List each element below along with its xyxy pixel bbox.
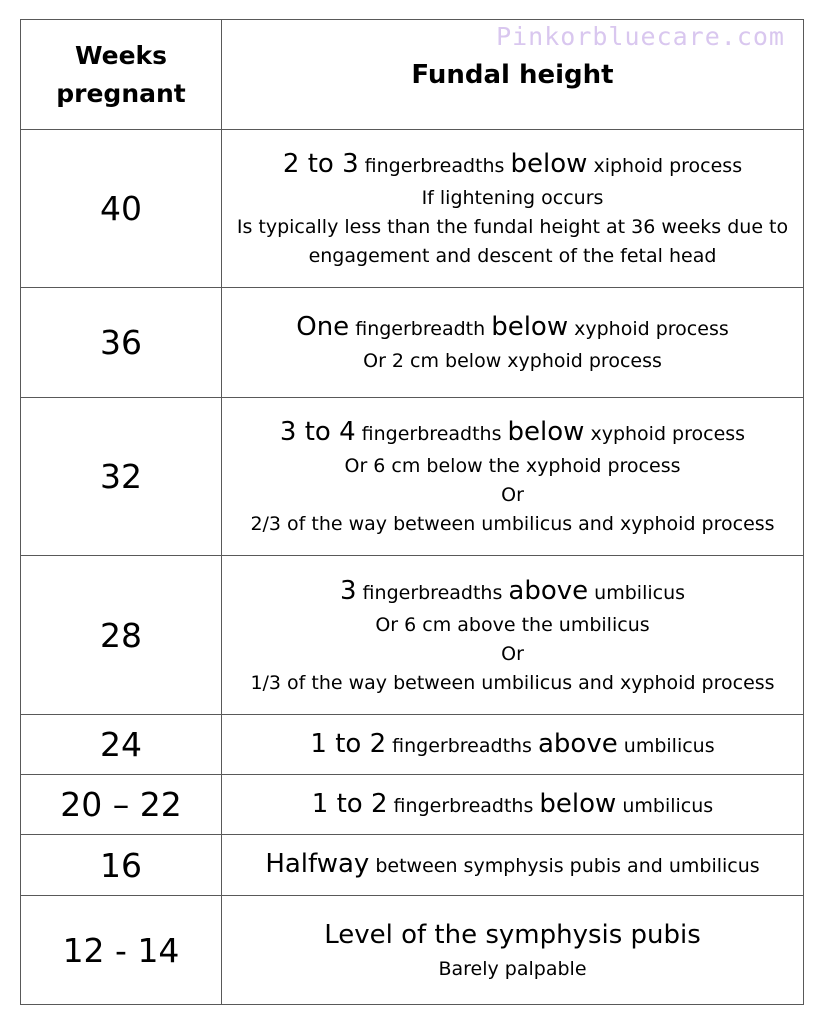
- fundal-height-cell: [222, 398, 804, 556]
- table-row: [21, 835, 804, 896]
- detail-text: xiphoid process: [587, 155, 743, 177]
- detail-text: umbilicus: [616, 794, 714, 817]
- emphasis-text: 1 to 2: [311, 788, 388, 819]
- description-line: 2/3 of the way between umbilicus and xyphoid process: [250, 513, 775, 535]
- emphasis-text: below: [507, 417, 585, 447]
- emphasis-text: 3: [339, 575, 357, 606]
- detail-text: fingerbreadths: [386, 734, 538, 757]
- detail-text: xyphoid process: [568, 318, 729, 340]
- fundal-height-header: Fundal height: [222, 20, 804, 130]
- description-line: 1/3 of the way between umbilicus and xyphoid process: [250, 671, 775, 694]
- table-row: [21, 398, 804, 556]
- lead-line: [222, 786, 803, 824]
- emphasis-text: 3 to 4: [279, 417, 356, 447]
- emphasis-text: 2 to 3: [282, 149, 359, 179]
- table-row: [21, 896, 804, 1005]
- table-body: [21, 130, 804, 1005]
- lead-line: [222, 917, 803, 955]
- detail-text: umbilicus: [617, 734, 715, 757]
- detail-text: fingerbreadths: [355, 423, 508, 445]
- fundal-height-cell: [222, 775, 804, 835]
- lead-line: [222, 573, 803, 611]
- lead-line: [222, 309, 803, 347]
- emphasis-text: below: [510, 149, 588, 179]
- fundal-height-cell: [222, 896, 804, 1005]
- emphasis-text: below: [491, 312, 569, 342]
- detail-text: fingerbreadths: [358, 155, 511, 177]
- lead-line: [222, 146, 803, 184]
- weeks-cell: 32: [21, 398, 222, 556]
- table-row: [21, 715, 804, 775]
- description-line: Or 6 cm below the xyphoid process: [344, 455, 681, 477]
- table-row: [21, 288, 804, 398]
- lead-line: [222, 414, 803, 452]
- fundal-height-cell: [222, 835, 804, 896]
- table-row: [21, 775, 804, 835]
- weeks-cell: 40: [21, 130, 222, 288]
- weeks-cell: 24: [21, 715, 222, 775]
- fundal-height-cell: [222, 288, 804, 398]
- description-line: Or 2 cm below xyphoid process: [363, 350, 662, 372]
- weeks-cell: 12 - 14: [21, 896, 222, 1005]
- detail-text: between symphysis pubis and umbilicus: [369, 855, 760, 877]
- emphasis-text: One: [296, 312, 350, 342]
- table-row: [21, 130, 804, 288]
- description-line: Or 6 cm above the umbilicus: [375, 613, 650, 636]
- weeks-cell: 28: [21, 556, 222, 715]
- emphasis-text: 1 to 2: [310, 728, 387, 759]
- fundal-height-cell: [222, 130, 804, 288]
- lead-line: [222, 726, 803, 764]
- emphasis-text: above: [508, 575, 589, 606]
- emphasis-text: Level of the symphysis pubis: [324, 919, 701, 950]
- weeks-cell: 16: [21, 835, 222, 896]
- description-line: If lightening occurs: [421, 187, 604, 209]
- description-line: Or: [501, 484, 524, 506]
- weeks-header-line1: Weeks: [74, 40, 168, 70]
- fundal-height-table: [20, 19, 804, 1005]
- fundal-height-cell: [222, 715, 804, 775]
- description-line: Barely palpable: [438, 957, 587, 980]
- emphasis-text: below: [539, 788, 617, 819]
- table-row: [21, 556, 804, 715]
- watermark-text: Pinkorbluecare.com: [496, 22, 785, 51]
- emphasis-text: Halfway: [265, 849, 370, 879]
- description-line: engagement and descent of the fetal head: [308, 245, 717, 267]
- weeks-pregnant-header: [21, 20, 222, 130]
- weeks-header-line2: pregnant: [56, 78, 186, 108]
- detail-text: fingerbreadths: [387, 794, 540, 817]
- weeks-cell: 36: [21, 288, 222, 398]
- fundal-height-cell: [222, 556, 804, 715]
- description-line: Or: [501, 642, 524, 665]
- emphasis-text: above: [538, 728, 618, 759]
- detail-text: xyphoid process: [584, 423, 746, 445]
- lead-line: [222, 846, 803, 884]
- detail-text: fingerbreadths: [356, 581, 509, 604]
- detail-text: umbilicus: [588, 581, 686, 604]
- description-line: Is typically less than the fundal height at 36 weeks due to: [236, 216, 789, 238]
- weeks-cell: 20 – 22: [21, 775, 222, 835]
- detail-text: fingerbreadth: [349, 318, 492, 340]
